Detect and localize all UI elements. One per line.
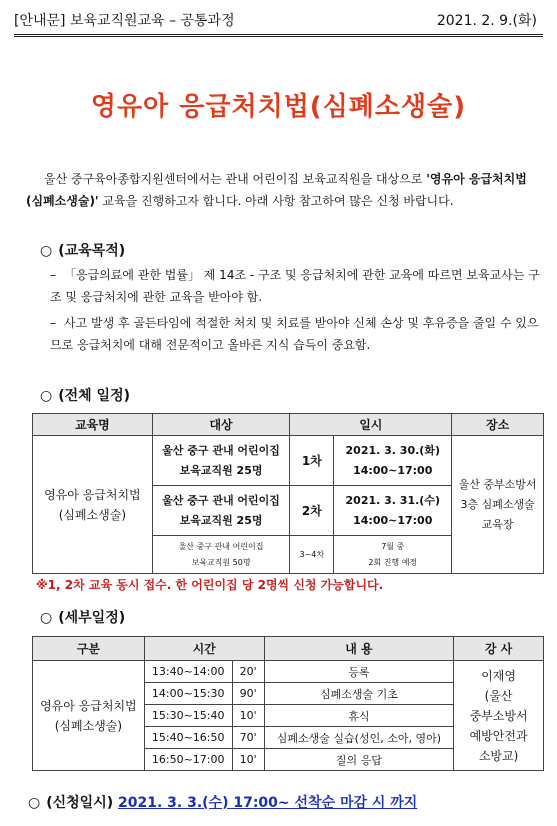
schedule-target-3: 울산 중구 관내 어린이집 보육교직원 50명 <box>152 536 290 574</box>
detail-course-cell: 영유아 응급처치법 (심폐소생술) <box>33 661 145 771</box>
schedule-heading <box>40 385 130 405</box>
detail-col-category: 구분 <box>33 637 145 661</box>
detail-dur-3: 10' <box>232 705 264 727</box>
purpose-bullet-1 <box>50 264 550 308</box>
circle-bullet-icon: ○ <box>28 795 41 811</box>
detail-content-1: 등록 <box>264 661 454 683</box>
schedule-col-target: 대상 <box>152 414 290 436</box>
schedule-round-2: 2차 <box>290 486 334 536</box>
purpose-bullet-2-text: 사고 발생 후 골든타임에 적절한 처치 및 치료를 받아야 신체 손상 및 후유증을 줄일 수 있으므로 응급처치에 대해 전문적이고 올바른 지식 습득이 중요함. <box>50 316 539 352</box>
detail-time-3: 15:30~15:40 <box>144 705 232 727</box>
schedule-datetime-2: 2021. 3. 31.(수) 14:00~17:00 <box>334 486 452 536</box>
purpose-heading <box>40 240 125 260</box>
purpose-bullet-1-text: 「응급의료에 관한 법률」 제 14조 - 구조 및 응급처치에 관한 교육에 따르면 보육교사는 구조 및 응급처치에 관한 교육을 받아야 함. <box>50 268 540 304</box>
schedule-datetime-1: 2021. 3. 30.(화) 14:00~17:00 <box>334 436 452 486</box>
detail-content-2: 심폐소생술 기초 <box>264 683 454 705</box>
detail-col-time: 시간 <box>144 637 264 661</box>
detail-col-instructor: 강 사 <box>454 637 544 661</box>
detail-dur-4: 70' <box>232 727 264 749</box>
detail-dur-5: 10' <box>232 749 264 771</box>
detail-heading-text: (세부일정) <box>58 610 126 626</box>
schedule-col-location: 장소 <box>452 414 544 436</box>
dash-icon: – <box>50 316 56 330</box>
schedule-col-datetime: 일시 <box>290 414 452 436</box>
schedule-datetime-3: 7월 중 2회 진행 예정 <box>334 536 452 574</box>
registration-note: ※1, 2차 교육 동시 접수. 한 어린이집 당 2명씩 신청 가능합니다. <box>36 578 384 592</box>
notice-label: [안내문] 보육교직원교육 – 공통과정 <box>14 13 235 29</box>
notice-date: 2021. 2. 9.(화) <box>436 13 537 29</box>
detail-content-3: 휴식 <box>264 705 454 727</box>
detail-dur-1: 20' <box>232 661 264 683</box>
detail-instructor-cell: 이재영 (울산 중부소방서 예방안전과 소방교) <box>454 661 544 771</box>
intro-emphasis: '영유아 응급처치법(심폐소생술)' <box>26 172 527 208</box>
schedule-location-cell: 울산 중부소방서 3층 심폐소생술 교육장 <box>452 436 544 574</box>
detail-time-4: 15:40~16:50 <box>144 727 232 749</box>
detail-heading <box>40 607 125 627</box>
schedule-heading-text: (전체 일정) <box>58 388 130 404</box>
circle-bullet-icon: ○ <box>40 243 53 259</box>
apply-line <box>28 792 417 812</box>
intro-paragraph <box>26 168 536 212</box>
detail-time-5: 16:50~17:00 <box>144 749 232 771</box>
circle-bullet-icon: ○ <box>40 610 53 626</box>
detail-content-5: 질의 응답 <box>264 749 454 771</box>
schedule-table <box>32 413 544 574</box>
detail-content-4: 심폐소생술 실습(성인, 소아, 영아) <box>264 727 454 749</box>
detail-dur-2: 90' <box>232 683 264 705</box>
header-divider <box>14 34 543 37</box>
schedule-target-1: 울산 중구 관내 어린이집 보육교직원 25명 <box>152 436 290 486</box>
apply-label: (신청일시) <box>46 795 114 811</box>
schedule-course-cell: 영유아 응급처치법 (심폐소생술) <box>33 436 153 574</box>
apply-datetime: 2021. 3. 3.(수) 17:00~ 선착순 마감 시 까지 <box>118 795 418 811</box>
intro-text-2: 교육을 진행하고자 합니다. 아래 사항 참고하여 많은 신청 바랍니다. <box>98 194 454 208</box>
detail-col-content: 내 용 <box>264 637 454 661</box>
intro-text-1: 울산 중구육아종합지원센터에서는 관내 어린이집 보육교직원을 대상으로 <box>44 172 427 186</box>
page-title: 영유아 응급처치법(심폐소생술) <box>90 92 467 122</box>
schedule-target-2: 울산 중구 관내 어린이집 보육교직원 25명 <box>152 486 290 536</box>
detail-time-2: 14:00~15:30 <box>144 683 232 705</box>
circle-bullet-icon: ○ <box>40 388 53 404</box>
schedule-round-1: 1차 <box>290 436 334 486</box>
schedule-round-3: 3~4차 <box>290 536 334 574</box>
purpose-heading-text: (교육목적) <box>58 243 126 259</box>
dash-icon: – <box>50 268 56 282</box>
detail-time-1: 13:40~14:00 <box>144 661 232 683</box>
schedule-col-course: 교육명 <box>33 414 153 436</box>
detail-table <box>32 636 544 771</box>
purpose-bullet-2 <box>50 312 550 356</box>
